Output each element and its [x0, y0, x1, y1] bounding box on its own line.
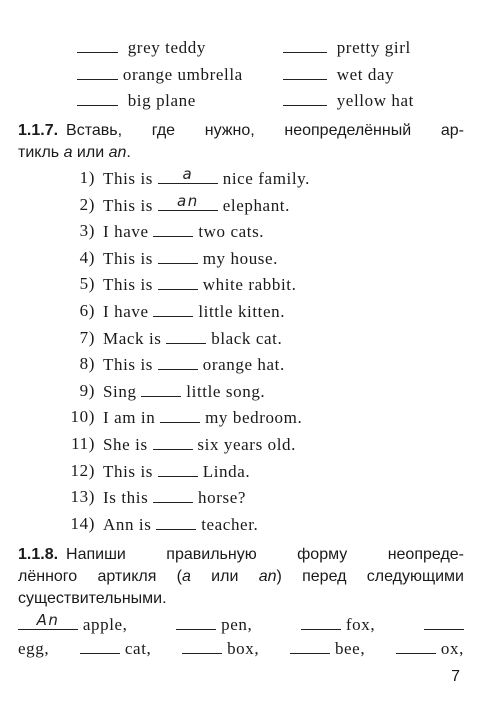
instruction-text: или [190, 568, 259, 585]
sentence-item [0, 461, 500, 483]
answer-blank[interactable] [77, 90, 118, 106]
sentence-item [0, 301, 500, 323]
item-number: 3) [79, 221, 95, 241]
sentence-item [0, 191, 500, 217]
item-number: 12) [70, 460, 95, 480]
sentence-end: my bedroom. [205, 408, 303, 428]
exercise-heading [18, 120, 464, 164]
sentence-item [0, 248, 500, 270]
answer-blank[interactable] [153, 301, 193, 317]
pair-row [0, 64, 500, 86]
instruction-text: лённого артикля ( [18, 568, 182, 585]
heading-line [18, 120, 464, 142]
answer-blank[interactable] [396, 638, 436, 654]
sentence-text [103, 274, 296, 295]
sentence-end: little kitten. [198, 302, 286, 321]
answer-blank[interactable] [80, 638, 120, 654]
item-number: 2) [79, 194, 95, 214]
item-number: 6) [79, 301, 95, 320]
sentence-start: I have [103, 302, 149, 321]
answer-blank[interactable] [283, 37, 327, 53]
sentence-item [0, 407, 500, 429]
noun: ox, [440, 639, 464, 658]
sentence-text [103, 301, 285, 322]
sentence-text [103, 165, 311, 189]
page-number: 7 [451, 668, 460, 685]
instruction-text: Напиши правильную форму неопреде- [66, 546, 464, 563]
instruction-text: существительными. [18, 590, 167, 607]
phrase: grey teddy [127, 38, 206, 57]
sentence-text [103, 328, 282, 349]
item-number: 8) [79, 354, 95, 374]
instruction-text: ) перед следующими [276, 568, 464, 585]
item-number: 11) [71, 434, 95, 453]
answer-blank[interactable] [424, 614, 464, 630]
answer-blank[interactable] [176, 614, 216, 630]
pair-left [77, 90, 196, 111]
answer-blank[interactable] [77, 64, 118, 80]
phrase: pretty girl [336, 38, 411, 57]
sentence-text [103, 407, 302, 428]
answer-blank[interactable] [301, 614, 341, 630]
noun: apple, [82, 615, 128, 634]
sentence-text [103, 434, 296, 455]
answer-blank[interactable] [283, 64, 327, 80]
answer-blank[interactable] [158, 191, 218, 211]
heading-line [18, 142, 464, 164]
item-number: 1) [79, 168, 95, 187]
item-number: 9) [79, 380, 95, 400]
word-row [18, 611, 464, 635]
sentence-start: Ann is [103, 514, 152, 534]
pair-left [77, 64, 243, 85]
sentence-text [103, 487, 246, 508]
heading-line [18, 544, 464, 566]
pair-row [0, 37, 500, 59]
pair-right [283, 90, 414, 111]
sentence-end: my house. [202, 248, 279, 268]
sentence-text [103, 461, 250, 482]
pair-row [0, 90, 500, 112]
noun: cat, [124, 639, 152, 658]
noun: fox, [345, 615, 376, 634]
noun: pen, [221, 615, 253, 634]
noun: box, [227, 639, 260, 658]
article-an: an [108, 144, 127, 161]
sentence-text [103, 381, 265, 402]
pair-right [283, 37, 411, 58]
sentence-end: little song. [186, 381, 266, 401]
sentence-start: Mack is [103, 328, 162, 348]
answer-blank[interactable] [153, 221, 193, 237]
answer-blank[interactable] [156, 514, 196, 530]
handwritten-answer: An [36, 611, 60, 629]
sentence-item [0, 221, 500, 243]
exercise-heading [18, 544, 464, 610]
answer-blank[interactable] [141, 381, 181, 397]
sentence-start: She is [103, 435, 148, 454]
instruction-text: тикль [18, 144, 64, 161]
sentence-item [0, 434, 500, 456]
sentence-end: black cat. [211, 328, 283, 348]
answer-blank[interactable] [158, 165, 218, 184]
answer-blank[interactable] [153, 487, 193, 503]
sentence-text [103, 514, 258, 535]
item-number: 7) [79, 327, 95, 347]
phrase: yellow hat [336, 91, 414, 110]
answer-blank[interactable] [153, 434, 193, 450]
pair-right [283, 64, 394, 85]
word-row [18, 638, 464, 659]
sentence-end: orange hat. [202, 355, 285, 375]
sentence-end: nice family. [222, 169, 311, 188]
article-a: a [63, 144, 73, 161]
sentence-text [103, 191, 290, 216]
heading-line [18, 566, 464, 588]
sentence-item [0, 165, 500, 190]
answer-blank[interactable] [166, 328, 206, 344]
instruction-text: . [126, 144, 131, 161]
sentence-item [0, 274, 500, 296]
sentence-start: This is [103, 275, 154, 295]
phrase: orange umbrella [122, 65, 243, 84]
noun: bee, [334, 639, 366, 658]
answer-blank[interactable] [158, 274, 198, 290]
sentence-start: This is [103, 248, 154, 268]
sentence-text [103, 221, 264, 242]
sentence-item [0, 487, 500, 509]
exercise-number: 1.1.8. [18, 546, 59, 563]
answer-blank[interactable] [18, 611, 78, 630]
sentence-start: I have [103, 222, 149, 242]
article-a: a [181, 568, 191, 585]
item-number: 5) [79, 274, 95, 294]
exercise-number: 1.1.7. [18, 122, 59, 139]
sentence-item [0, 328, 500, 350]
sentence-item [0, 354, 500, 376]
sentence-end: six years old. [197, 435, 297, 454]
sentence-start: I am in [103, 408, 156, 428]
answer-blank[interactable] [158, 461, 198, 477]
answer-blank[interactable] [158, 248, 198, 264]
answer-blank[interactable] [182, 638, 222, 654]
answer-blank[interactable] [160, 407, 200, 423]
sentence-text [103, 248, 278, 269]
handwritten-answer: an [177, 191, 199, 210]
sentence-start: Sing [103, 381, 137, 401]
answer-blank[interactable] [158, 354, 198, 370]
sentence-item [0, 381, 500, 403]
sentence-start: Is this [103, 488, 149, 508]
sentence-start: This is [103, 461, 154, 481]
sentence-end: white rabbit. [202, 275, 297, 295]
article-an: an [258, 568, 277, 585]
instruction-text: Вставь, где нужно, неопределённый ар- [66, 122, 464, 139]
noun: egg, [18, 639, 50, 658]
sentence-start: This is [103, 169, 154, 188]
sentence-end: horse? [198, 488, 246, 508]
pair-left [77, 37, 206, 58]
item-number: 13) [70, 487, 95, 507]
sentence-end: two cats. [198, 222, 265, 242]
answer-blank[interactable] [290, 638, 330, 654]
sentence-start: This is [103, 195, 154, 215]
phrase: big plane [127, 91, 196, 110]
sentence-end: teacher. [201, 514, 259, 534]
instruction-text: или [72, 144, 109, 161]
sentence-start: This is [103, 355, 154, 375]
sentence-item [0, 514, 500, 536]
sentence-text [103, 354, 285, 375]
answer-blank[interactable] [77, 37, 118, 53]
sentence-end: elephant. [222, 195, 290, 215]
item-number: 14) [70, 513, 95, 533]
handwritten-answer: a [182, 165, 194, 183]
answer-blank[interactable] [283, 90, 327, 106]
item-number: 4) [79, 247, 95, 267]
item-number: 10) [70, 407, 95, 427]
sentence-end: Linda. [202, 461, 251, 481]
phrase: wet day [336, 65, 395, 84]
